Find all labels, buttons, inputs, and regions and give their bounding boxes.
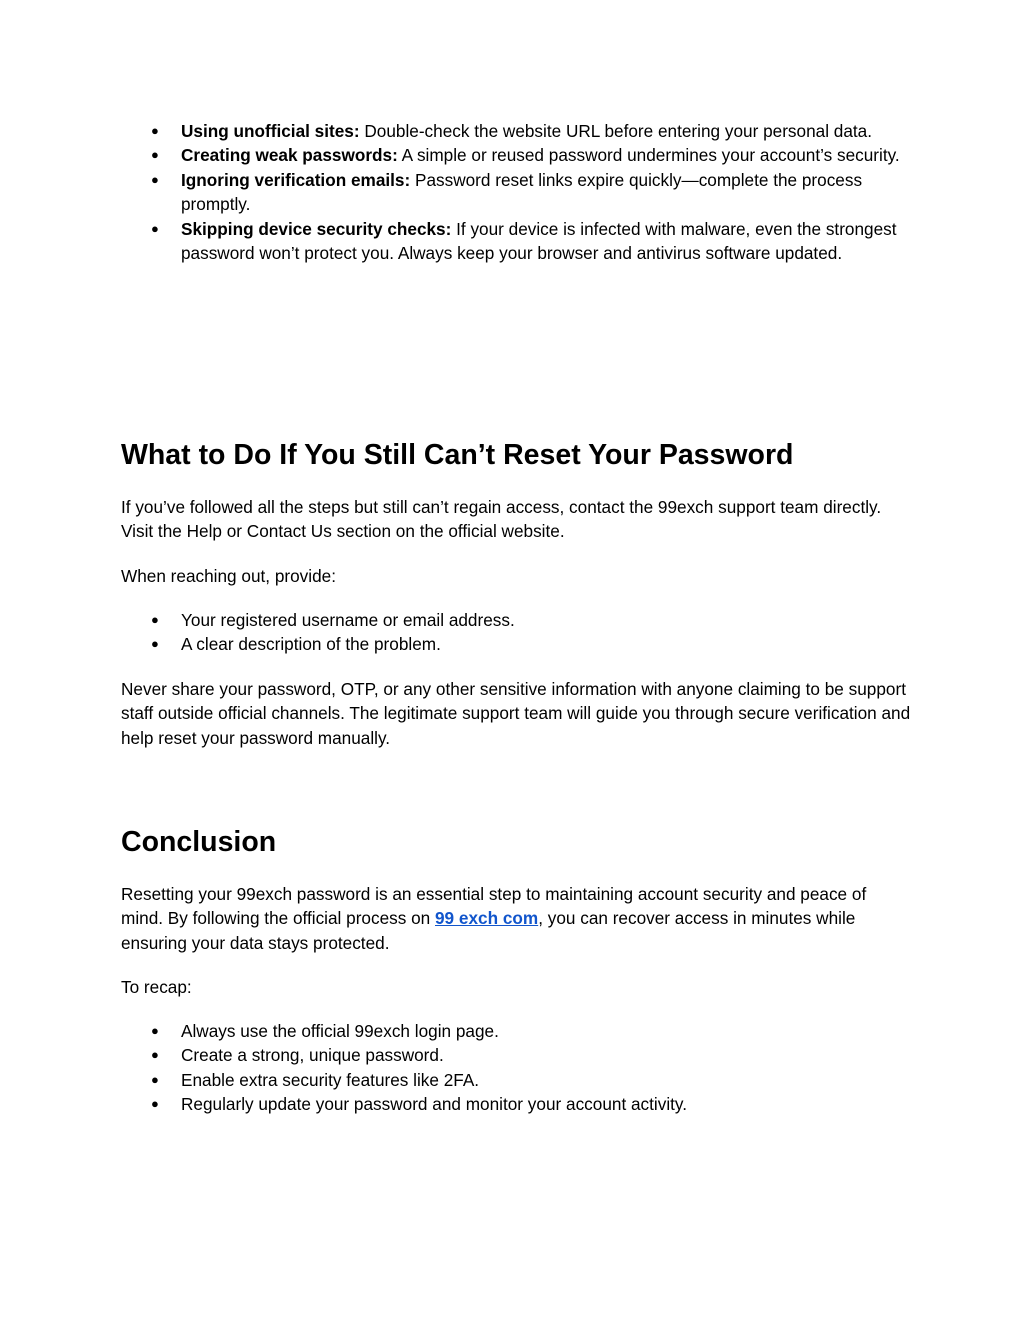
list-item-text: A clear description of the problem.: [181, 634, 441, 655]
list-item-text: Double-check the website URL before entering your personal data.: [359, 121, 873, 141]
mistakes-list: [121, 119, 911, 265]
site-link[interactable]: 99 exch com: [435, 908, 539, 929]
list-item-text: Password reset links expire quickly—complete the process promptly.: [181, 169, 863, 215]
section-heading: What to Do If You Still Can’t Reset Your Password: [121, 439, 794, 471]
bullet-icon: ●: [151, 147, 159, 163]
list-item: [121, 143, 911, 167]
bullet-icon: ●: [151, 1096, 159, 1112]
conclusion-paragraph: [121, 882, 911, 955]
list-item: [121, 217, 911, 266]
list-item: [121, 1068, 911, 1092]
bullet-icon: ●: [151, 612, 159, 627]
list-item: [121, 1092, 911, 1116]
provide-intro: When reaching out, provide:: [121, 566, 336, 586]
list-item: [121, 168, 911, 217]
bullet-icon: ●: [151, 123, 159, 138]
list-item-text: Create a strong, unique password.: [181, 1045, 444, 1066]
bullet-icon: ●: [151, 636, 159, 652]
provide-list: [121, 608, 911, 657]
list-item: [121, 1019, 911, 1043]
recap-list: [121, 1019, 911, 1117]
list-item: [121, 632, 911, 656]
list-item-text: If your device is infected with malware, even the strongest password won’t protect you. Always keep your browser and antivirus software updated.: [181, 218, 897, 264]
list-item: [121, 608, 911, 632]
list-item-text: Enable extra security features like 2FA.: [181, 1069, 480, 1090]
bullet-icon: ●: [151, 1071, 159, 1087]
list-item: [121, 119, 911, 143]
conclusion-heading: Conclusion: [121, 826, 277, 858]
bullet-icon: ●: [151, 1023, 159, 1038]
list-item-label: Using unofficial sites:: [181, 121, 360, 141]
list-item-text: A simple or reused password undermines your account’s security.: [397, 145, 900, 166]
warning-paragraph: Never share your password, OTP, or any other sensitive information with anyone claiming to be support staff outside official channels. The legitimate support team will guide you through secure verification and help reset your password manually.: [121, 679, 911, 748]
conclusion-text-after: , you can recover access in minutes while ensuring your data stays protected.: [121, 908, 856, 953]
bullet-icon: ●: [151, 1047, 159, 1063]
bullet-icon: ●: [151, 171, 159, 187]
list-item-text: Your registered username or email address.: [181, 610, 515, 630]
list-item-label: Skipping device security checks:: [181, 218, 452, 239]
recap-intro: To recap:: [121, 977, 192, 997]
list-item-text: Always use the official 99exch login page.: [181, 1021, 499, 1041]
list-item-label: Ignoring verification emails:: [181, 169, 411, 190]
list-item-text: Regularly update your password and monitor your account activity.: [181, 1094, 688, 1115]
conclusion-text-before: Resetting your 99exch password is an essential step to maintaining account security and peace of mind. By following the official process on: [121, 884, 867, 929]
bullet-icon: ●: [151, 220, 159, 236]
list-item: [121, 1043, 911, 1067]
support-paragraph: If you’ve followed all the steps but still can’t regain access, contact the 99exch support team directly. Visit the Help or Contact Us section on the official website.: [121, 497, 882, 542]
list-item-label: Creating weak passwords:: [181, 145, 398, 166]
